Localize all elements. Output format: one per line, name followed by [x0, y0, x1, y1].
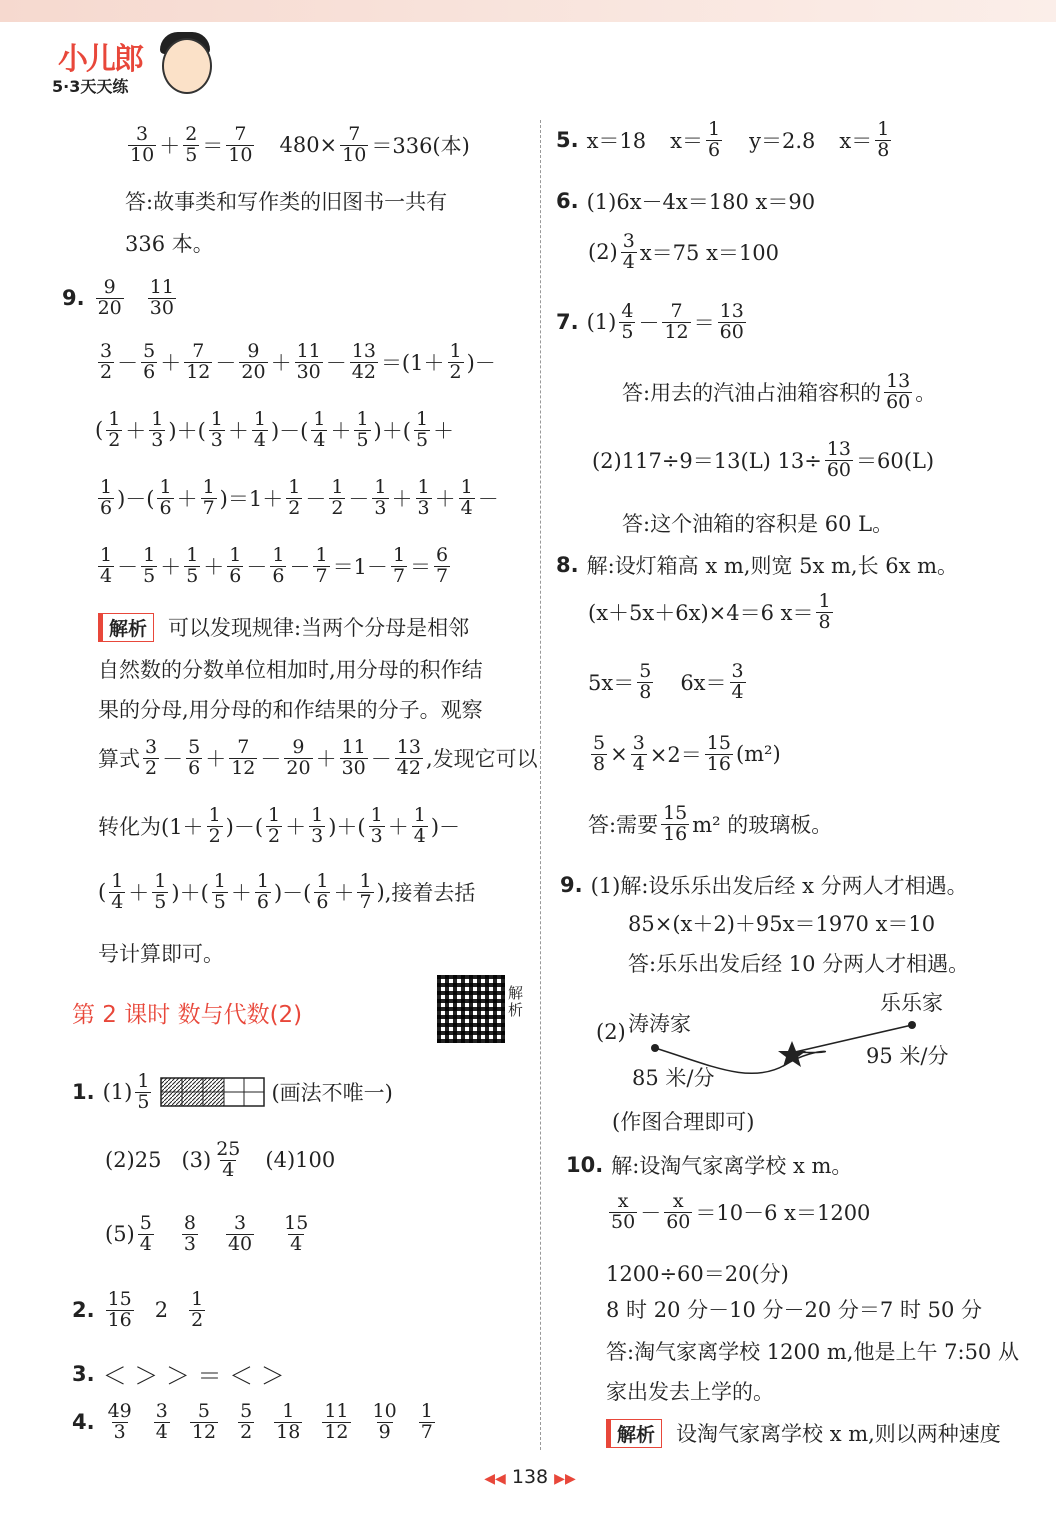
question-8-line: 5x＝ $\frac{5}{8}$ 6x＝ $\frac{3}{4}$: [588, 660, 744, 703]
analysis-line: 算式 $\frac{3}{2}$ － $\frac{5}{6}$ ＋ $\frac{7}{12}$ － $\frac{9}{20}$ ＋ $\frac{11}{30}$ － $\frac{13}{42}$ ,发现它可以: [98, 736, 538, 779]
question-1-line: (5) $\frac{5}{4}$ $\frac{8}{3}$ $\frac{3}{40}$ $\frac{15}{4}$: [105, 1212, 309, 1255]
question-8-line: $\frac{5}{8}$ × $\frac{3}{4}$ ×2＝ $\frac{15}{16}$ (m²): [593, 732, 781, 775]
meeting-star-icon: [778, 1041, 806, 1067]
analysis-line: 果的分母,用分母的和作结果的分子。观察: [98, 698, 483, 722]
answer-text: 答:需要 $\frac{15}{16}$ m² 的玻璃板。: [588, 802, 833, 845]
qr-code-icon[interactable]: [437, 975, 505, 1043]
question-2: 2. $\frac{15}{16}$ 2 $\frac{1}{2}$: [72, 1288, 204, 1331]
analysis-tag: 解析: [606, 1419, 662, 1448]
qr-label: 解析: [508, 984, 524, 1019]
question-5: 5. x＝18 x＝ $\frac{1}{6}$ y＝2.8 x＝ $\frac{1}{8}$: [556, 118, 890, 161]
analysis-line: 解析 设淘气家离学校 x m,则以两种速度: [606, 1418, 1001, 1448]
question-8-line: (x＋5x＋6x)×4＝6 x＝ $\frac{1}{8}$: [588, 590, 831, 633]
answer-text: 336 本。: [125, 232, 214, 256]
equation-line: $\frac{1}{6}$ )－( $\frac{1}{6}$ ＋ $\frac{1}{7}$ )＝1＋ $\frac{1}{2}$ － $\frac{1}{2}$ － $\frac{1}{3}$ ＋ $\frac{1}{3}$ ＋ $\frac{1}{4}$ －: [100, 476, 499, 519]
equation-line: ( $\frac{1}{2}$ ＋ $\frac{1}{3}$ )＋( $\frac{1}{3}$ ＋ $\frac{1}{4}$ )－( $\frac{1}{4}$ ＋ $\frac{1}{5}$ )＋( $\frac{1}{5}$ ＋: [95, 408, 455, 451]
fraction-grid-icon: [160, 1077, 265, 1107]
question-1: 1. (1) $\frac{1}{5}$ (画法不唯一): [72, 1070, 393, 1113]
answer-text: 答:这个油箱的容积是 60 L。: [622, 512, 894, 536]
question-9-part2: (2): [596, 1020, 626, 1044]
prev-arrows-icon: ◀◀: [484, 1471, 506, 1487]
brand-title: 小儿郎: [58, 42, 142, 77]
taotao-home-icon: [651, 1044, 659, 1052]
map-speed: 95 米/分: [866, 1044, 949, 1068]
question-7: 7. (1) $\frac{4}{5}$ － $\frac{7}{12}$ ＝ $\frac{13}{60}$: [556, 300, 744, 343]
answer-text: 答:淘气家离学校 1200 m,他是上午 7:50 从: [606, 1340, 1019, 1364]
column-divider: [540, 120, 541, 1450]
answer-text: 答:用去的汽油占油箱容积的 $\frac{13}{60}$ 。: [622, 370, 937, 413]
question-6-line: (2) $\frac{3}{4}$ x＝75 x＝100: [588, 230, 780, 273]
map-label: 乐乐家: [880, 991, 943, 1015]
question-1-line: (2)25 (3) $\frac{25}{4}$ (4)100: [105, 1138, 336, 1181]
answer-text: 答:故事类和写作类的旧图书一共有: [125, 190, 448, 214]
series-name: 5·3天天练: [52, 77, 129, 96]
analysis-line: 号计算即可。: [98, 942, 224, 966]
analysis-line: 转化为 (1＋ $\frac{1}{2}$ )－( $\frac{1}{2}$ ＋ $\frac{1}{3}$ )＋( $\frac{1}{3}$ ＋ $\frac{1}{4}$ )－: [98, 804, 461, 847]
question-10-line: 8 时 20 分－10 分－20 分＝7 时 50 分: [606, 1298, 983, 1322]
question-10: 10. 解:设淘气家离学校 x m。: [566, 1153, 853, 1178]
equation-line: $\frac{1}{4}$ － $\frac{1}{5}$ ＋ $\frac{1}{5}$ ＋ $\frac{1}{6}$ － $\frac{1}{6}$ － $\frac{1}{7}$ ＝1－ $\frac{1}{7}$ ＝ $\frac{6}{7}$: [100, 544, 449, 587]
analysis-line: ( $\frac{1}{4}$ ＋ $\frac{1}{5}$ )＋( $\frac{1}{5}$ ＋ $\frac{1}{6}$ )－( $\frac{1}{6}$ ＋ $\frac{1}{7}$ ) ,接着去括: [98, 870, 476, 913]
equation-line: $\frac{3}{2}$ － $\frac{5}{6}$ ＋ $\frac{7}{12}$ － $\frac{9}{20}$ ＋ $\frac{11}{30}$ － $\frac{13}{42}$ ＝(1＋ $\frac{1}{2}$ )－: [100, 340, 496, 383]
page-number: ◀◀ 138 ▶▶: [484, 1466, 576, 1488]
next-arrows-icon: ▶▶: [554, 1471, 576, 1487]
question-8: 8. 解:设灯箱高 x m,则宽 5x m,长 6x m。: [556, 553, 959, 578]
question-10-line: 1200÷60＝20(分): [606, 1262, 789, 1286]
answer-text: 家出发去上学的。: [606, 1380, 774, 1404]
map-label: 涛涛家: [628, 1012, 691, 1036]
analysis-line: 解析 可以发现规律:当两个分母是相邻: [98, 612, 469, 642]
question-7-line: (2)117÷9＝13(L) 13÷ $\frac{13}{60}$ ＝60(L): [592, 438, 935, 481]
answer-text: 答:乐乐出发后经 10 分两人才相遇。: [628, 952, 970, 976]
mascot-icon: [162, 38, 212, 94]
question-3: 3. ＜ ＞ ＞ ＝ ＜ ＞: [72, 1361, 285, 1390]
brand-logo: [50, 30, 210, 100]
question-9: 9. $\frac{9}{20}$ $\frac{11}{30}$: [62, 276, 174, 319]
top-banner: [0, 0, 1056, 22]
analysis-line: 自然数的分数单位相加时,用分母的积作结: [98, 658, 483, 682]
question-4: 4. $\frac{49}{3}$ $\frac{3}{4}$ $\frac{5}{12}$ $\frac{5}{2}$ $\frac{1}{18}$ $\frac{11}{12}$ $\frac{10}{9}$ $\frac{1}{7}$: [72, 1400, 433, 1443]
lesson-title: 第 2 课时 数与代数(2): [72, 1002, 303, 1028]
analysis-tag: 解析: [98, 613, 154, 642]
lele-home-icon: [908, 1021, 916, 1029]
note-text: (作图合理即可): [612, 1110, 755, 1134]
question-10-line: $\frac{x}{50}$ － $\frac{x}{60}$ ＝10－6 x＝1200: [611, 1190, 871, 1233]
question-9-line: 85×(x＋2)＋95x＝1970 x＝10: [628, 912, 936, 936]
question-6: 6. (1)6x－4x＝180 x＝90: [556, 189, 816, 214]
equation-line: $\frac{3}{10}$ ＋ $\frac{2}{5}$ ＝ $\frac{7}{10}$ 480× $\frac{7}{10}$ ＝336(本): [130, 123, 470, 166]
map-speed: 85 米/分: [632, 1066, 715, 1090]
question-9: 9. (1)解:设乐乐出发后经 x 分两人才相遇。: [560, 873, 968, 898]
